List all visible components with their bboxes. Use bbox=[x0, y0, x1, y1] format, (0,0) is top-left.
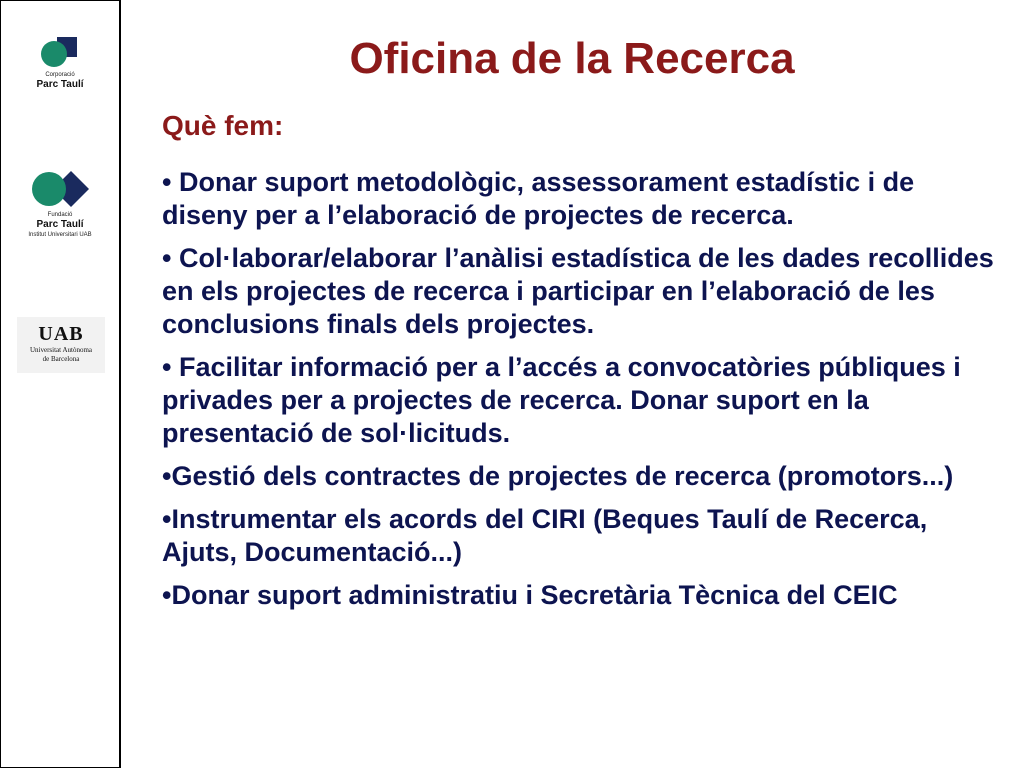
parc-tauli-emblem-icon bbox=[35, 35, 85, 71]
logo2-name: Parc Taulí bbox=[36, 219, 84, 230]
logo1-name: Parc Taulí bbox=[36, 79, 84, 90]
uab-line2: de Barcelona bbox=[42, 355, 80, 363]
fundacio-parc-tauli-logo bbox=[1, 167, 119, 239]
logo-sidebar bbox=[0, 0, 121, 768]
bullet-item: •Donar suport administratiu i Secretària Tècnica del CEIC bbox=[162, 580, 898, 610]
corporacio-parc-tauli-logo bbox=[1, 35, 119, 91]
bullet-item: • Facilitar informació per a l’accés a convocatòries públiques i privades per a projectes de recerca. Donar suport en la presentació de sol·licituds. bbox=[162, 352, 961, 448]
bullet-list bbox=[162, 166, 1002, 622]
bullet-item: •Instrumentar els acords del CIRI (Beques Taulí de Recerca, Ajuts, Documentació...) bbox=[162, 504, 928, 567]
logo2-small: Fundació bbox=[47, 212, 73, 218]
fundacio-emblem-icon bbox=[27, 167, 93, 211]
slide-title: Oficina de la Recerca bbox=[349, 34, 795, 83]
bullet-item: • Donar suport metodològic, assessorament estadístic i de diseny per a l’elaboració de projectes de recerca. bbox=[162, 167, 915, 230]
bullet-item: • Col·laborar/elaborar l’anàlisi estadística de les dades recollides en els projectes de recerca i participar en l’elaboració de les conclusions finals dels projectes. bbox=[162, 243, 994, 339]
slide-subtitle: Què fem: bbox=[162, 110, 284, 141]
uab-line1: Universitat Autònoma bbox=[29, 346, 93, 354]
bullet-item: •Gestió dels contractes de projectes de recerca (promotors...) bbox=[162, 461, 954, 491]
uab-mark: UAB bbox=[38, 323, 84, 345]
logo1-small: Corporació bbox=[45, 72, 75, 78]
logo2-sub: Institut Universitari UAB bbox=[28, 232, 92, 238]
uab-logo bbox=[17, 317, 105, 373]
